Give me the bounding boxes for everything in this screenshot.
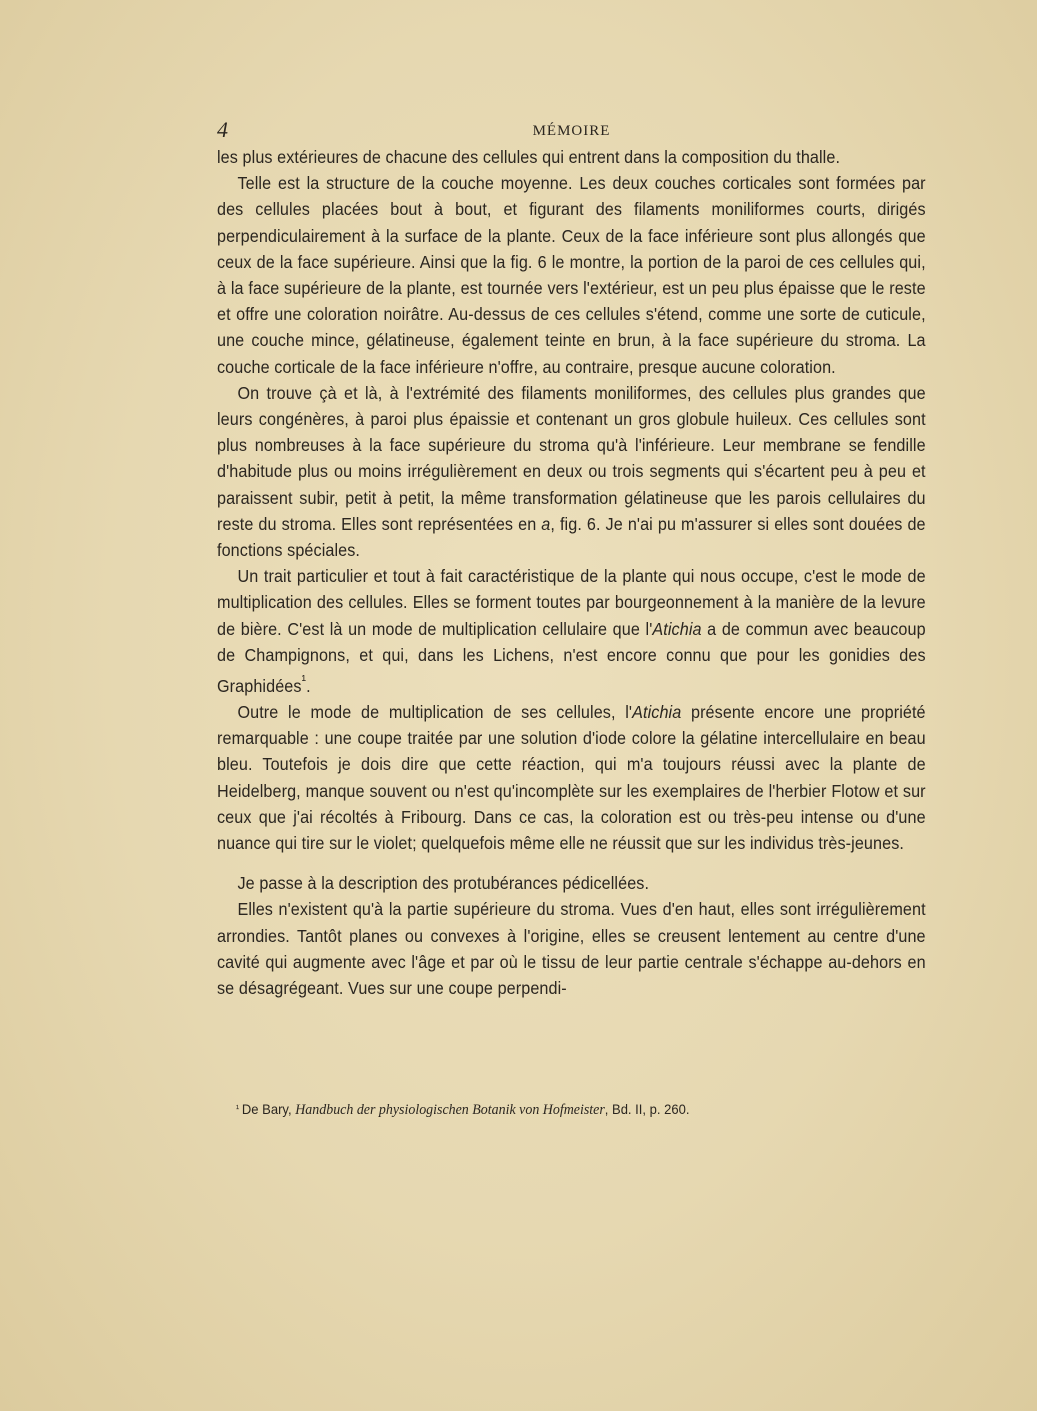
paragraph-4-tail: a de commun avec beaucoup de Champignons, et qui, dans les Lichens, n'est encore connu que pour les gonidies des Graphidées bbox=[217, 618, 926, 696]
footnote-title: Handbuch der physiologischen Botanik von Hofmeister bbox=[295, 1102, 605, 1118]
running-title: MÉMOIRE bbox=[532, 123, 611, 139]
paragraph-3-text: On trouve çà et là, à l'extrémité des filaments moniliformes, des cellules plus grandes que leurs congénères, à paroi plus épaissie et contenant un gros globule huileux. Ces cellules sont plus nombreuses à la face supérieure du stroma qu'à l'inférieure. Leur membrane se fendille d'habitude plus ou moins irrégulièrement en deux ou trois segments qui s'écartent peu à peu et paraissent subir, petit à petit, la même transformation gélatineuse que les parois cellulaires du reste du stroma. Elles sont représentées en bbox=[217, 382, 926, 534]
paragraph-4-prefix: l' bbox=[645, 618, 653, 639]
paragraph-5 bbox=[217, 699, 926, 856]
body-text bbox=[217, 144, 926, 1001]
running-head bbox=[217, 118, 926, 142]
footnote-author: De Bary, bbox=[241, 1101, 292, 1117]
paragraph-3-tail: , fig. 6. Je n'ai pu m'assurer si elles sont douées de fonctions spéciales. bbox=[217, 513, 926, 561]
paragraph-6: Je passe à la description des protubérances pédicellées. bbox=[237, 873, 650, 894]
paragraph-4-end: . bbox=[306, 675, 311, 696]
paragraph-5-tail: présente encore une propriété remarquable : une coupe traitée par une solution d'iode colore la gélatine intercellulaire en beau bleu. Toutefois je dois dire que cette réaction, qui m'a toujours réussi avec la plante de Heidelberg, manque souvent ou n'est qu'incomplète sur les exemplaires de l'herbier Flotow et sur ceux que j'ai récoltés à Fribourg. Dans ce cas, la coloration est ou très-peu intense ou d'une nuance qui tire sur le violet; quelquefois même elle ne réussit que sur les individus très-jeunes. bbox=[217, 702, 926, 854]
paragraph-7: Elles n'existent qu'à la partie supérieure du stroma. Vues d'en haut, elles sont irrégulièrement arrondies. Tantôt planes ou convexes à l'origine, elles se creusent lentement au centre d'une cavité qui augmente avec l'âge et par où le tissu de leur partie centrale s'échappe au-dehors en se désagrégeant. Vues sur une coupe perpendi- bbox=[217, 899, 926, 999]
page bbox=[217, 118, 926, 1001]
paragraph-4 bbox=[217, 563, 926, 699]
footnote-mark: ¹ bbox=[236, 1104, 240, 1115]
paragraph-4-text: Un trait particulier et tout à fait caractéristique de la plante qui nous occupe, c'est le mode de multiplication des cellules. Elles se forment toutes par bourgeonnement à la manière de la levure de bière. C'est là un mode de multiplication cellulaire que bbox=[217, 566, 926, 639]
paragraph-1: les plus extérieures de chacune des cellules qui entrent dans la composition du thalle. bbox=[217, 147, 841, 167]
genus-name-2: Atichia bbox=[632, 702, 682, 723]
paragraph-5-text: Outre le mode de multiplication de ses cellules, bbox=[237, 702, 616, 723]
footnote bbox=[236, 1099, 689, 1120]
paragraph-5-prefix: l' bbox=[615, 702, 633, 723]
genus-name: Atichia bbox=[652, 618, 702, 639]
page-number: 4 bbox=[217, 117, 228, 142]
footnote-reference[interactable]: ¹ bbox=[301, 673, 307, 690]
paragraph-2: Telle est la structure de la couche moyenne. Les deux couches corticales sont formées par des cellules placées bout à bout, et figurant des filaments moniliformes courts, dirigés perpendiculairement à la surface de la plante. Ceux de la face inférieure sont plus allongés que ceux de la face supérieure. Ainsi que la fig. 6 le montre, la portion de la paroi de ces cellules qui, à la face supérieure de la plante, est tournée vers l'extérieur, est un peu plus épaisse que le reste et offre une coloration noirâtre. Au-dessus de ces cellules s'étend, comme une sorte de cuticule, une couche mince, gélatineuse, également teinte en brun, à la face supérieure du stroma. La couche corticale de la face inférieure n'offre, au contraire, presque aucune coloration. bbox=[217, 173, 926, 377]
footnote-rest: , Bd. II, p. 260. bbox=[604, 1101, 690, 1117]
figure-letter: a bbox=[541, 513, 551, 534]
paragraph-3 bbox=[217, 380, 926, 563]
